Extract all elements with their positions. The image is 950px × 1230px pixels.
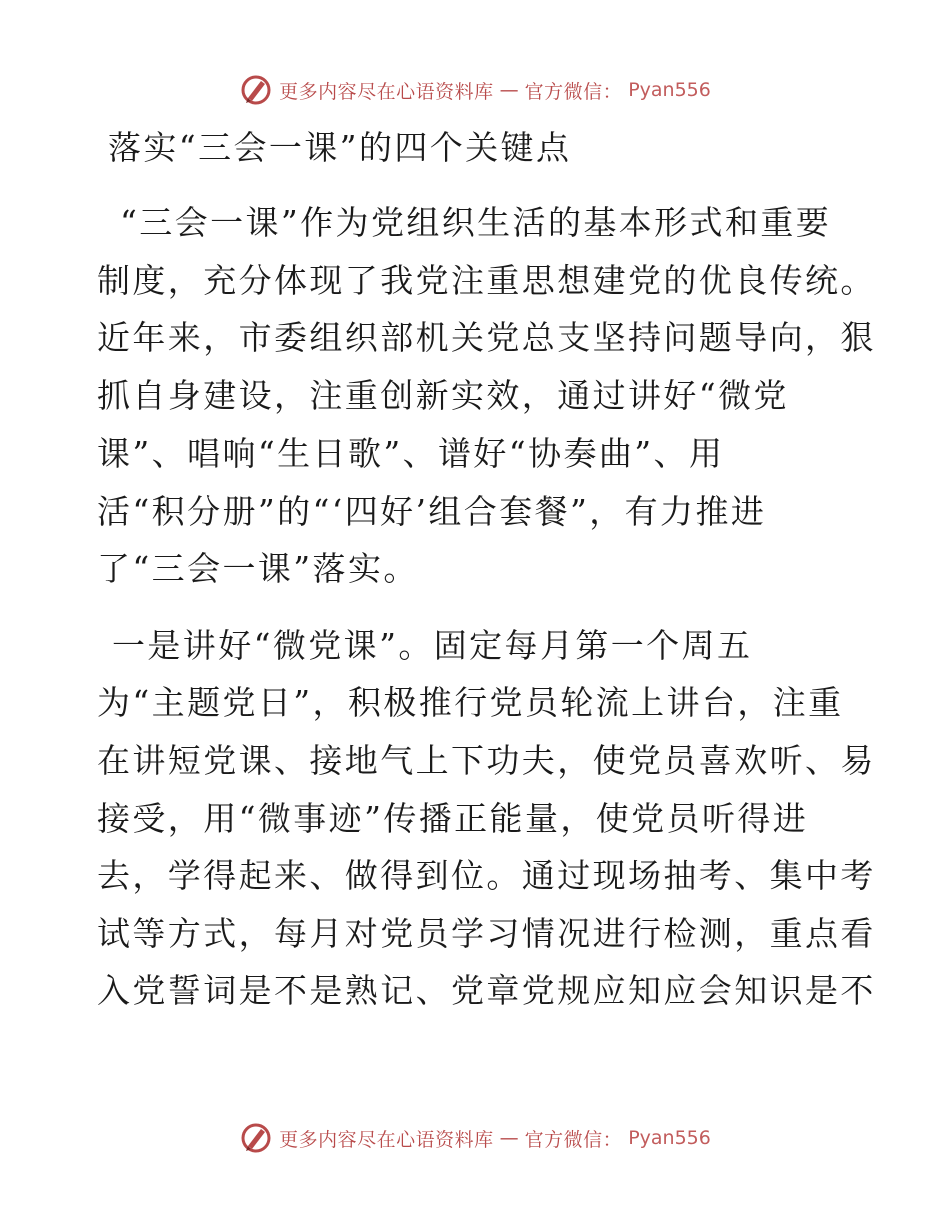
paragraph-line: 为“主题党日”，积极推行党员轮流上讲台，注重 (97, 683, 844, 722)
paragraph-line: 在讲短党课、接地气上下功夫，使党员喜欢听、易 (97, 741, 876, 780)
pen-logo-icon (239, 73, 273, 107)
paragraph-line: 试等方式，每月对党员学习情况进行检测，重点看 (97, 914, 876, 953)
paragraph-line: 活“积分册”的“‘四好’组合套餐”，有力推进 (97, 492, 767, 531)
watermark-text: 更多内容尽在心语资料库 (279, 80, 494, 103)
paragraph-line: 抓自身建设，注重创新实效，通过讲好“微党 (97, 376, 789, 415)
pen-logo-icon (239, 1121, 273, 1155)
paragraph-line: 接受，用“微事迹”传播正能量，使党员听得进 (97, 799, 809, 838)
paragraph-line: 去，学得起来、做得到位。通过现场抽考、集中考 (97, 856, 876, 895)
document-title: 落实“三会一课”的四个关键点 (108, 128, 572, 167)
watermark-wechat-label: 官方微信： (524, 1128, 623, 1151)
footer-watermark (0, 1118, 950, 1158)
paragraph-line: 一是讲好“微党课”。固定每月第一个周五 (112, 626, 753, 665)
watermark-separator: — (499, 79, 519, 101)
paragraph-line: 入党誓词是不是熟记、党章党规应知应会知识是不 (97, 971, 876, 1010)
watermark-wechat-id: Pyan556 (628, 79, 711, 101)
paragraph-line: 了“三会一课”落实。 (97, 549, 419, 588)
watermark-separator: — (499, 1127, 519, 1149)
header-watermark (0, 70, 950, 110)
paragraph-line: 近年来，市委组织部机关党总支坚持问题导向，狠 (97, 318, 876, 357)
paragraph-line: 制度，充分体现了我党注重思想建党的优良传统。 (97, 261, 876, 300)
watermark-wechat-label: 官方微信： (524, 80, 623, 103)
watermark-text: 更多内容尽在心语资料库 (279, 1128, 494, 1151)
paragraph-line: “三会一课”作为党组织生活的基本形式和重要 (120, 203, 832, 242)
paragraph-line: 课”、唱响“生日歌”、谱好“协奏曲”、用 (97, 434, 725, 473)
watermark-wechat-id: Pyan556 (628, 1127, 711, 1149)
